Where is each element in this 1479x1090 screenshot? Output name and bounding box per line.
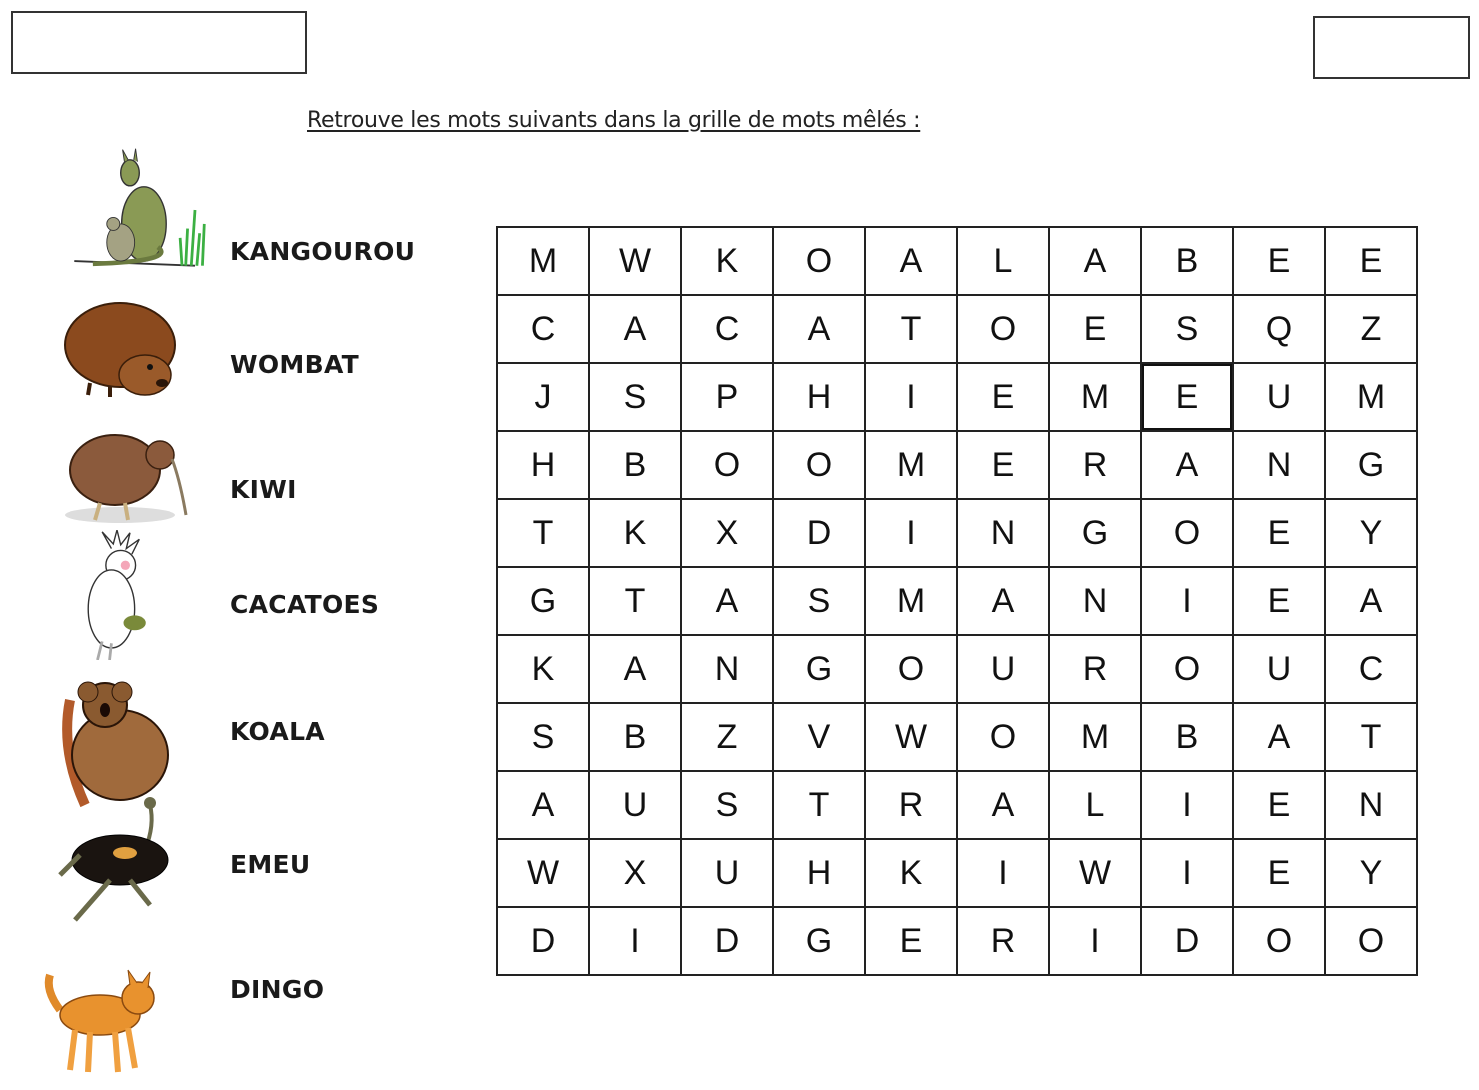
word-search-grid	[496, 226, 1418, 976]
emu-icon	[50, 795, 210, 925]
grid-cell[interactable]: W	[1049, 839, 1141, 907]
grid-cell[interactable]: G	[1325, 431, 1417, 499]
kangaroo-icon	[50, 145, 210, 275]
grid-cell[interactable]: U	[957, 635, 1049, 703]
grid-cell[interactable]: E	[957, 431, 1049, 499]
grid-cell[interactable]: I	[1049, 907, 1141, 975]
grid-cell[interactable]: T	[1325, 703, 1417, 771]
grid-cell[interactable]: W	[497, 839, 589, 907]
wombat-icon	[50, 290, 210, 420]
grid-row	[497, 771, 1417, 839]
grid-cell[interactable]: S	[497, 703, 589, 771]
grid-cell[interactable]: E	[1233, 771, 1325, 839]
grid-cell[interactable]: I	[865, 499, 957, 567]
grid-row	[497, 431, 1417, 499]
grid-cell[interactable]: D	[681, 907, 773, 975]
grid-cell[interactable]: L	[1049, 771, 1141, 839]
name-box[interactable]	[11, 11, 307, 74]
grid-cell[interactable]: Q	[1233, 295, 1325, 363]
grid-cell[interactable]: A	[773, 295, 865, 363]
grid-cell[interactable]: X	[589, 839, 681, 907]
grid-cell[interactable]: L	[957, 227, 1049, 295]
grid-cell[interactable]: B	[589, 703, 681, 771]
grid-cell[interactable]: N	[1325, 771, 1417, 839]
grid-cell[interactable]: B	[1141, 227, 1233, 295]
grid-cell[interactable]: G	[1049, 499, 1141, 567]
grid-cell[interactable]: P	[681, 363, 773, 431]
grid-cell[interactable]: R	[865, 771, 957, 839]
koala-icon	[50, 680, 210, 810]
grid-cell[interactable]: E	[1233, 227, 1325, 295]
grid-cell[interactable]: A	[589, 295, 681, 363]
cockatoo-icon	[50, 530, 210, 660]
date-box[interactable]	[1313, 16, 1470, 79]
grid-cell[interactable]: N	[1233, 431, 1325, 499]
grid-cell[interactable]: G	[773, 635, 865, 703]
word-item-wombat	[40, 290, 460, 410]
grid-cell[interactable]: X	[681, 499, 773, 567]
grid-cell[interactable]: T	[497, 499, 589, 567]
grid-cell[interactable]: T	[865, 295, 957, 363]
grid-cell[interactable]: D	[497, 907, 589, 975]
grid-cell[interactable]: C	[681, 295, 773, 363]
grid-cell[interactable]: V	[773, 703, 865, 771]
grid-cell[interactable]: S	[1141, 295, 1233, 363]
grid-cell[interactable]: M	[865, 567, 957, 635]
grid-cell[interactable]: U	[1233, 363, 1325, 431]
word-item-cacatoes	[40, 530, 460, 650]
grid-cell[interactable]: I	[957, 839, 1049, 907]
grid-cell[interactable]: T	[773, 771, 865, 839]
grid-cell[interactable]: J	[497, 363, 589, 431]
grid-cell[interactable]: Z	[681, 703, 773, 771]
grid-cell[interactable]: I	[1141, 839, 1233, 907]
grid-cell[interactable]: C	[1325, 635, 1417, 703]
grid-cell[interactable]: G	[773, 907, 865, 975]
word-label: KOALA	[230, 717, 325, 746]
grid-cell[interactable]: E	[1141, 363, 1233, 431]
grid-row	[497, 635, 1417, 703]
grid-cell[interactable]: A	[1141, 431, 1233, 499]
grid-cell[interactable]: E	[1325, 227, 1417, 295]
grid-row	[497, 703, 1417, 771]
grid-cell[interactable]: A	[497, 771, 589, 839]
grid-row	[497, 295, 1417, 363]
grid-cell[interactable]: A	[957, 567, 1049, 635]
grid-cell[interactable]: K	[589, 499, 681, 567]
grid-cell[interactable]: C	[497, 295, 589, 363]
grid-cell[interactable]: A	[957, 771, 1049, 839]
grid-cell[interactable]: I	[1141, 771, 1233, 839]
grid-cell[interactable]: B	[1141, 703, 1233, 771]
grid-row	[497, 363, 1417, 431]
grid-cell[interactable]: E	[1233, 567, 1325, 635]
instruction-title: Retrouve les mots suivants dans la grille de mots mêlés :	[307, 108, 921, 133]
grid-cell[interactable]: I	[865, 363, 957, 431]
grid-cell[interactable]: O	[1325, 907, 1417, 975]
grid-cell[interactable]: U	[589, 771, 681, 839]
grid-cell[interactable]: A	[1049, 227, 1141, 295]
dingo-icon	[40, 960, 200, 1090]
word-item-koala	[40, 680, 460, 800]
grid-cell[interactable]: I	[1141, 567, 1233, 635]
word-label: WOMBAT	[230, 350, 360, 379]
grid-cell[interactable]: O	[1141, 635, 1233, 703]
grid-cell[interactable]: D	[773, 499, 865, 567]
grid-row	[497, 227, 1417, 295]
grid-cell[interactable]: I	[589, 907, 681, 975]
grid-cell[interactable]: U	[1233, 635, 1325, 703]
grid-cell[interactable]: W	[865, 703, 957, 771]
word-label: KANGOUROU	[230, 237, 416, 266]
grid-cell[interactable]: A	[1233, 703, 1325, 771]
grid-cell[interactable]: K	[497, 635, 589, 703]
grid-cell[interactable]: M	[1049, 363, 1141, 431]
grid-cell[interactable]: N	[957, 499, 1049, 567]
word-item-kangourou	[40, 145, 460, 265]
grid-cell[interactable]: T	[589, 567, 681, 635]
grid-cell[interactable]: M	[1325, 363, 1417, 431]
grid-cell[interactable]: O	[957, 295, 1049, 363]
grid-cell[interactable]: H	[773, 839, 865, 907]
grid-cell[interactable]: O	[1233, 907, 1325, 975]
grid-cell[interactable]: M	[865, 431, 957, 499]
grid-cell[interactable]: E	[1233, 839, 1325, 907]
grid-cell[interactable]: N	[1049, 567, 1141, 635]
grid-cell[interactable]: E	[1233, 499, 1325, 567]
grid-cell[interactable]: D	[1141, 907, 1233, 975]
grid-cell[interactable]: O	[773, 227, 865, 295]
grid-cell[interactable]: E	[1049, 295, 1141, 363]
grid-cell[interactable]: O	[865, 635, 957, 703]
grid-cell[interactable]: K	[865, 839, 957, 907]
grid-cell[interactable]: A	[865, 227, 957, 295]
grid-cell[interactable]: E	[957, 363, 1049, 431]
word-label: KIWI	[230, 475, 297, 504]
grid-cell[interactable]: S	[773, 567, 865, 635]
grid-cell[interactable]: Y	[1325, 839, 1417, 907]
grid-row	[497, 907, 1417, 975]
grid-row	[497, 567, 1417, 635]
grid-cell[interactable]: M	[1049, 703, 1141, 771]
grid-cell[interactable]: A	[681, 567, 773, 635]
kiwi-icon	[50, 415, 210, 545]
word-item-dingo	[40, 960, 460, 1080]
grid-cell[interactable]: M	[497, 227, 589, 295]
grid-cell[interactable]: Z	[1325, 295, 1417, 363]
grid-cell[interactable]: O	[681, 431, 773, 499]
grid-cell[interactable]: Y	[1325, 499, 1417, 567]
grid-cell[interactable]: O	[773, 431, 865, 499]
grid-cell[interactable]: A	[589, 635, 681, 703]
word-item-emeu	[40, 795, 460, 915]
grid-cell[interactable]: R	[957, 907, 1049, 975]
word-item-kiwi	[40, 415, 460, 535]
grid-cell[interactable]: H	[773, 363, 865, 431]
grid-cell[interactable]: E	[865, 907, 957, 975]
grid-cell[interactable]: R	[1049, 431, 1141, 499]
grid-cell[interactable]: R	[1049, 635, 1141, 703]
grid-row	[497, 839, 1417, 907]
grid-cell[interactable]: G	[497, 567, 589, 635]
grid-cell[interactable]: K	[681, 227, 773, 295]
grid-row	[497, 499, 1417, 567]
grid-cell[interactable]: N	[681, 635, 773, 703]
grid-cell[interactable]: S	[589, 363, 681, 431]
word-label: CACATOES	[230, 590, 380, 619]
word-label: DINGO	[230, 975, 325, 1004]
grid-cell[interactable]: W	[589, 227, 681, 295]
grid-cell[interactable]: U	[681, 839, 773, 907]
grid-cell[interactable]: O	[1141, 499, 1233, 567]
grid-cell[interactable]: H	[497, 431, 589, 499]
grid-cell[interactable]: S	[681, 771, 773, 839]
grid-cell[interactable]: O	[957, 703, 1049, 771]
word-label: EMEU	[230, 850, 311, 879]
grid-cell[interactable]: A	[1325, 567, 1417, 635]
grid-cell[interactable]: B	[589, 431, 681, 499]
